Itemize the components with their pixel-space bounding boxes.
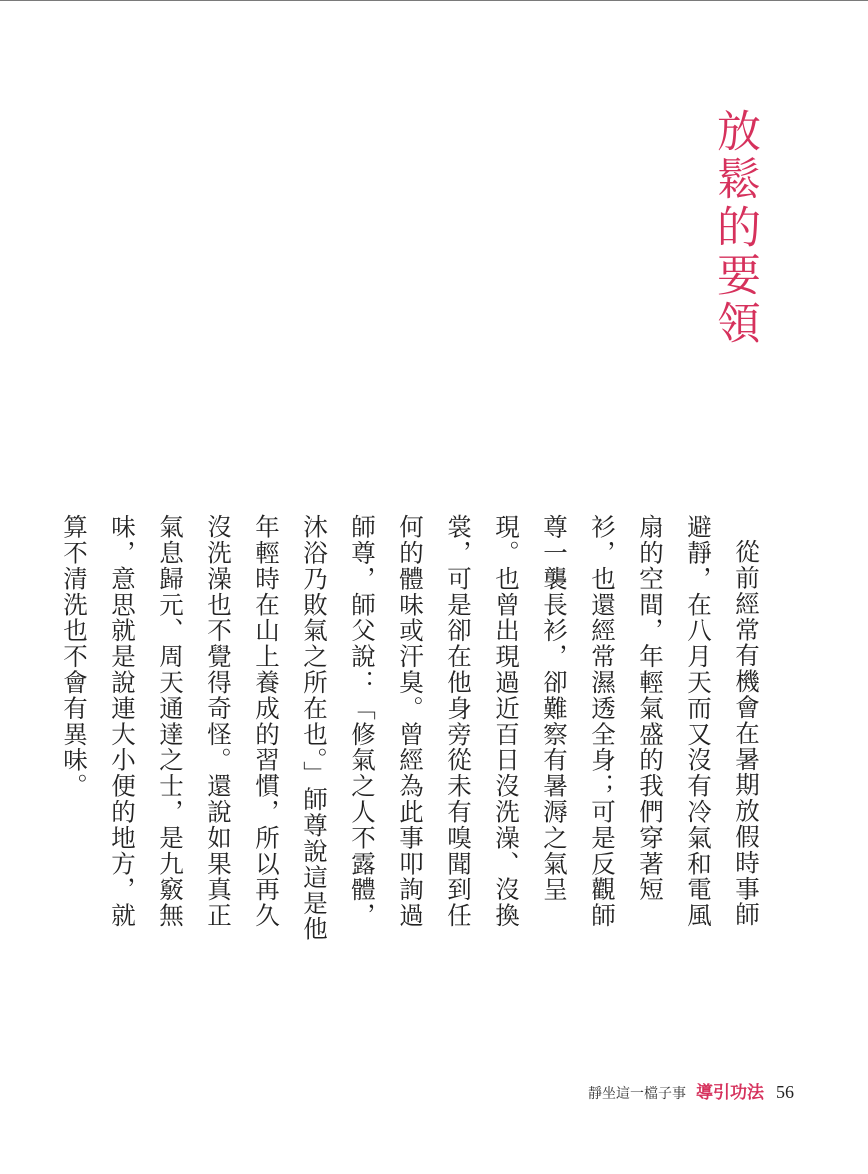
body-text bbox=[50, 514, 770, 944]
top-divider bbox=[0, 0, 868, 1]
page-footer bbox=[588, 1078, 794, 1103]
page-number: 56 bbox=[776, 1082, 794, 1102]
footer-book-title: 靜坐這一檔子事 bbox=[588, 1086, 686, 1102]
chapter-title: 放鬆的要領 bbox=[709, 108, 760, 348]
footer-section-title: 導引功法 bbox=[696, 1083, 764, 1103]
body-paragraph: 從前經常有機會在暑期放假時事師避靜，在八月天而又沒有冷氣和電風扇的空間，年輕氣盛的我們穿著短衫，也還經常濕透全身；可是反觀師尊一襲長衫，卻難察有暑溽之氣呈現。也曾出現過近百日沒洗澡、沒換裳，可是卻在他身旁從未有嗅聞到任何的體味或汗臭。曾經為此事叩詢過師尊，師父說：「修氣之人不露體，沐浴乃敗氣之所在也。」師尊說這是他年輕時在山上養成的習慣，所以再久沒洗澡也不覺得奇怪。還說如果真正氣息歸元、周天通達之士，是九竅無味，意思就是說連大小便的地方，就算不清洗也不會有異味。 bbox=[60, 514, 761, 943]
